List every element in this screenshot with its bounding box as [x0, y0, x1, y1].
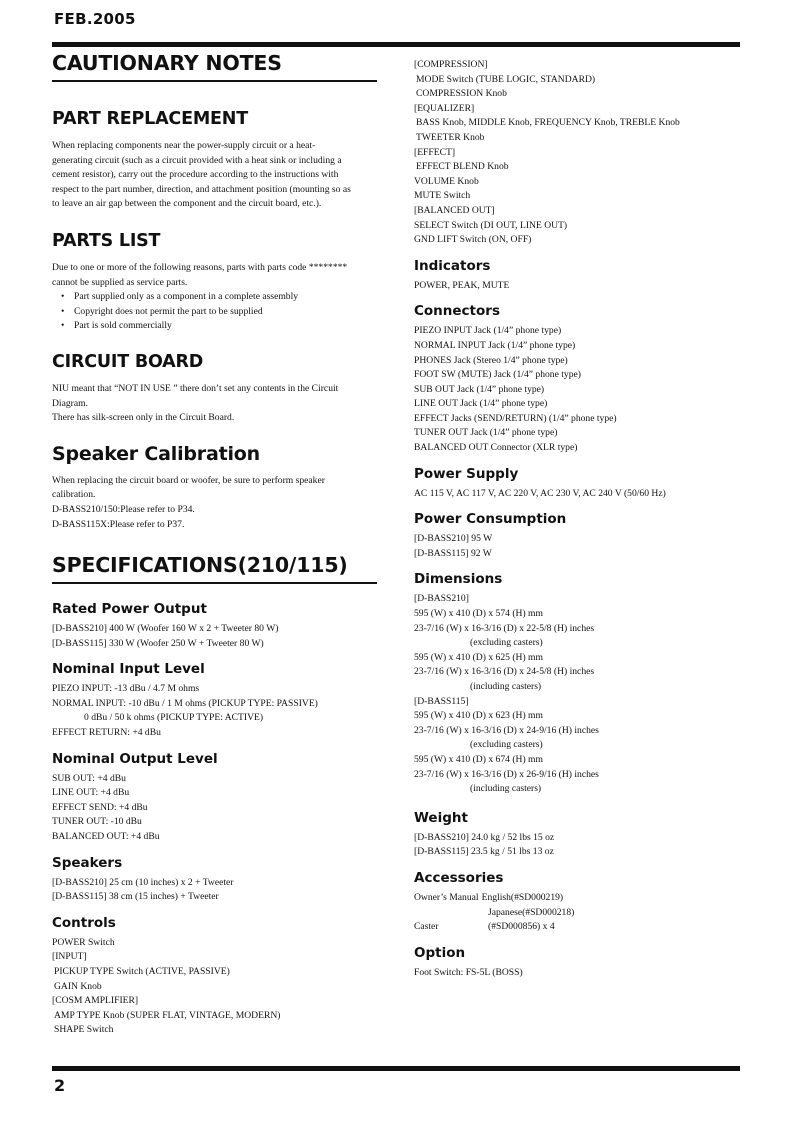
power-consumption-heading: Power Consumption [414, 511, 567, 528]
rated-power-text: [D-BASS210] 400 W (Woofer 160 W x 2 + Tweeter 80 W) [D-BASS115] 330 W (Woofer 250 W + Tweeter 80 W) [52, 623, 279, 649]
accessory-value: Japanese(#SD000218) [488, 906, 575, 918]
rated-power-heading: Rated Power Output [52, 601, 207, 618]
circuit-board-heading: CIRCUIT BOARD [52, 351, 204, 372]
speaker-calibration-heading: Speaker Calibration [52, 442, 260, 465]
list-item: • Part is sold commercially [74, 319, 377, 334]
power-supply-heading: Power Supply [414, 465, 519, 482]
weight-text: [D-BASS210] 24.0 kg / 52 lbs 15 oz [D-BASS115] 23.5 kg / 51 lbs 13 oz [414, 831, 555, 858]
option-text: Foot Switch: FS-5L (BOSS) [414, 966, 523, 978]
part-replacement-text: When replacing components near the power-supply circuit or a heat- generating circuit (such as a circuit provided with a heat sink or including a cement resistor), carry out the procedure according to the instructions with respect to the part number, direction, and attachment position (mounting so as to leave an air gap between the component and the circuit board, etc.). [52, 140, 351, 210]
connectors-text: PIEZO INPUT Jack (1/4” phone type) NORMAL INPUT Jack (1/4” phone type) PHONES Jack (Stereo 1/4” phone type) FOOT SW (MUTE) Jack (1/4” phone type) SUB OUT Jack (1/4” phone type) LINE OUT Jack (1/4” phone type) EFFECT Jacks (SEND/RETURN) (1/4” phone type) TUNER OUT Jack (1/4” phone type) BALANCED OUT Connector (XLR type) [414, 325, 617, 454]
indicators-heading: Indicators [414, 257, 491, 274]
page-number: 2 [54, 1076, 66, 1095]
nominal-output-text: SUB OUT: +4 dBu LINE OUT: +4 dBu EFFECT SEND: +4 dBu TUNER OUT: -10 dBu BALANCED OUT: +4 dBu [52, 772, 160, 843]
list-item: • Part supplied only as a component in a complete assembly [74, 290, 377, 305]
controls-text-left: POWER Switch [INPUT] PICKUP TYPE Switch (ACTIVE, PASSIVE) GAIN Knob [COSM AMPLIFIER] AMP TYPE Knob (SUPER FLAT, VINTAGE, MODERN) SHAPE Switch [52, 936, 281, 1036]
controls-text-right: [COMPRESSION] MODE Switch (TUBE LOGIC, STANDARD) COMPRESSION Knob [EQUALIZER] BASS Knob, MIDDLE Knob, FREQUENCY Knob, TREBLE Knob TWEETER Knob [EFFECT] EFFECT BLEND Knob VOLUME Knob MUTE Switch [BALANCED OUT] SELECT Switch (DI OUT, LINE OUT) GND LIFT Switch (ON, OFF) [414, 59, 680, 246]
part-replacement-heading: PART REPLACEMENT [52, 109, 248, 129]
nominal-input-heading: Nominal Input Level [52, 661, 205, 678]
controls-heading: Controls [52, 914, 116, 931]
dimensions-text: [D-BASS210] 595 (W) x 410 (D) x 574 (H) mm 23-7/16 (W) x 16-3/16 (D) x 22-5/8 (H) inches (excluding casters) 595 (W) x 410 (D) x 625 (H) mm 23-7/16 (W) x 16-3/16 (D) x 24-5/8 (H) inches (including casters) [D-BASS115] 595 (W) x 410 (D) x 623 (H) mm 23-7/16 (W) x 16-3/16 (D) x 24-9/16 (H) inches (excluding casters) 595 (W) x 410 (D) x 674 (H) mm 23-7/16 (W) x 16-3/16 (D) x 26-9/16 (H) inches (including casters) [414, 593, 599, 795]
accessory-row [414, 920, 740, 935]
left-column [52, 50, 377, 1038]
specifications-heading: SPECIFICATIONS(210/115) [52, 552, 377, 584]
list-item: • Copyright does not permit the part to be supplied [74, 305, 377, 320]
cautionary-notes-heading: CAUTIONARY NOTES [52, 50, 377, 82]
indicators-text: POWER, PEAK, MUTE [414, 279, 510, 291]
circuit-board-text: NIU meant that “NOT IN USE ” there don’t set any contents in the Circuit Diagram. There has silk-screen only in the Circuit Board. [52, 382, 339, 424]
bottom-rule [52, 1066, 740, 1071]
parts-list-text: Due to one or more of the following reasons, parts with parts code ******** cannot be supplied as service parts. [52, 261, 348, 288]
nominal-output-heading: Nominal Output Level [52, 750, 218, 767]
weight-heading: Weight [414, 809, 468, 826]
header-date: FEB.2005 [54, 10, 136, 28]
speakers-heading: Speakers [52, 854, 123, 871]
top-rule [52, 42, 740, 47]
connectors-heading: Connectors [414, 303, 500, 320]
accessory-label: Owner’s Manual [414, 891, 479, 903]
power-consumption-text: [D-BASS210] 95 W [D-BASS115] 92 W [414, 533, 493, 559]
dimensions-heading: Dimensions [414, 571, 503, 588]
accessory-label: Caster [414, 921, 439, 933]
parts-list-heading: PARTS LIST [52, 230, 161, 251]
speaker-calibration-text: When replacing the circuit board or woofer, be sure to perform speaker calibration. D-BASS210/150:Please refer to P34. D-BASS115X:Please refer to P37. [52, 474, 325, 530]
accessories-heading: Accessories [414, 869, 504, 886]
accessory-row [414, 891, 740, 906]
accessories-list [414, 891, 740, 935]
power-supply-text: AC 115 V, AC 117 V, AC 220 V, AC 230 V, AC 240 V (50/60 Hz) [414, 487, 666, 499]
parts-list-bullets [52, 290, 377, 334]
accessory-value: English(#SD000219) [481, 891, 564, 903]
accessory-row [414, 906, 740, 921]
speakers-text: [D-BASS210] 25 cm (10 inches) x 2 + Tweeter [D-BASS115] 38 cm (15 inches) + Tweeter [52, 876, 234, 903]
right-column [414, 58, 740, 980]
accessory-value: (#SD000856) x 4 [488, 921, 555, 933]
option-heading: Option [414, 944, 466, 961]
nominal-input-text: PIEZO INPUT: -13 dBu / 4.7 M ohms NORMAL INPUT: -10 dBu / 1 M ohms (PICKUP TYPE: PASSIVE) 0 dBu / 50 k ohms (PICKUP TYPE: ACTIVE) EFFECT RETURN: +4 dBu [52, 683, 318, 739]
